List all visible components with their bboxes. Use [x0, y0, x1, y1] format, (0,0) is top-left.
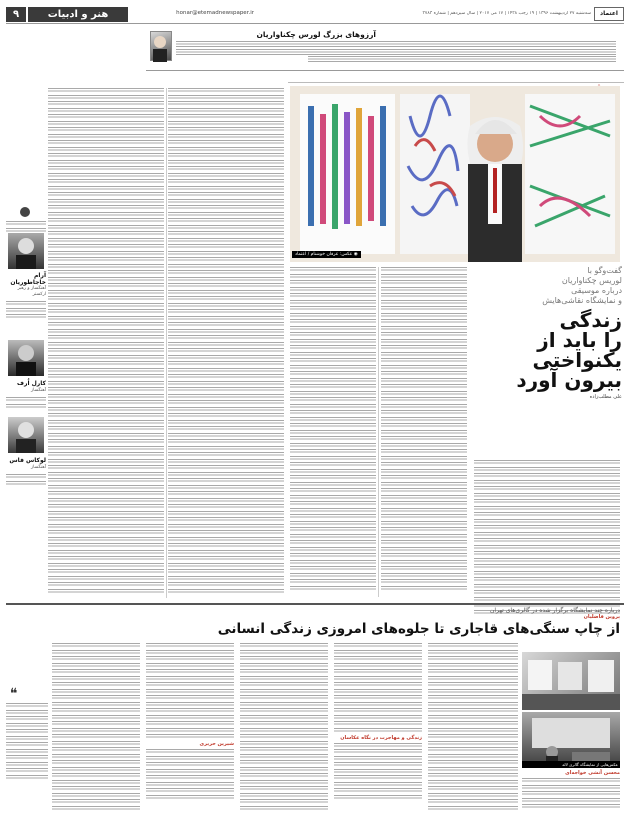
- kicker-rule: [288, 82, 624, 83]
- section-title: هنر و ادبیات: [28, 7, 128, 22]
- top-teaser-photo: [150, 31, 172, 61]
- article1-byline: علی مطلب‌زاده: [589, 394, 622, 400]
- article2-columns: [52, 643, 520, 818]
- sidebar-quote-icon: [20, 207, 30, 217]
- article1-col-a: [48, 88, 164, 595]
- section-email[interactable]: honar@etemadnewspaper.ir: [176, 10, 254, 16]
- page-number-badge: ۹: [6, 7, 26, 22]
- article2-photo-2: [522, 712, 620, 768]
- article1-title: زندگی را باید از یکنواختی بیرون آورد: [516, 308, 622, 392]
- column-divider: [166, 88, 167, 598]
- article2-subhead-1: محسن آتشی خواجه‌ای: [565, 770, 620, 776]
- sidebar-column: [6, 95, 46, 615]
- article2-subhead-3: شیرین حریری: [199, 741, 234, 747]
- camera-icon: ◉: [352, 252, 358, 257]
- photo-caption: ◉ عکس: عرفان خوشنام / اعتماد: [292, 251, 361, 258]
- date-line: سه‌شنبه ۲۷ اردیبهشت ۱۳۹۶ | ۱۹ رجب ۱۴۳۸ | ۱۷ می ۲۰۱۷ | سال سیزدهم | شماره ۳۷۸۳: [422, 11, 591, 16]
- sidebar-desc-1: [6, 301, 46, 321]
- article1-photo: [290, 86, 620, 262]
- article2-byline: پروین فاضلیان: [583, 614, 620, 620]
- page-header: [6, 6, 624, 24]
- sidebar-name-1: آرام خاجاطوریان: [10, 272, 46, 286]
- sidebar-role-1: آهنگساز و رهبر ارکستر: [17, 286, 46, 297]
- article2-kicker: درباره چند نمایشگاه برگزار شده در گالری‌های تهران: [489, 607, 620, 614]
- article1-col-b: [168, 88, 284, 595]
- sidebar-role-3: آهنگساز: [30, 465, 46, 470]
- top-teaser-box: [146, 27, 624, 71]
- article1-right-body: [474, 460, 620, 616]
- article2-pullquote: [6, 703, 48, 781]
- article1-body-columns: [48, 88, 284, 600]
- article2-right-body: [522, 778, 620, 811]
- sidebar-name-3: لوکاس فاس: [9, 457, 46, 464]
- top-teaser-headline: آرزوهای بزرگ لورس چکناواریان: [256, 30, 376, 39]
- article2-subhead-2: زندگی و مهاجرت در نگاه عکاسان: [340, 734, 422, 741]
- sidebar-desc-2: [6, 397, 46, 410]
- article2-photo-1: [522, 652, 620, 710]
- newspaper-logo: اعتماد: [594, 7, 624, 21]
- sidebar-photo-2: [8, 340, 44, 376]
- article1-mid-columns: [290, 267, 468, 600]
- painting-and-portrait-illustration: [290, 86, 620, 262]
- section-divider: [6, 603, 624, 605]
- sidebar-photo-3: [8, 417, 44, 453]
- article1-title-block: [472, 266, 622, 416]
- sidebar-photo-1: [8, 233, 44, 269]
- article2-quote-icon: ❝: [10, 686, 18, 702]
- article2-photo-caption: عکس‌هایی از نمایشگاه گالری لاله: [522, 761, 620, 768]
- sidebar-name-2: کارل اُرف: [17, 380, 46, 387]
- article2-title: از چاپ سنگی‌های قاجاری تا جلوه‌های امروزی زندگی انسانی: [217, 621, 620, 637]
- top-teaser-text: [176, 41, 616, 64]
- article1-deck: گفت‌وگو با لوریس چکناواریان درباره موسیقی و نمایشگاه نقاشی‌هایش: [542, 266, 622, 305]
- sidebar-role-2: آهنگساز: [30, 388, 46, 393]
- sidebar-desc-3: [6, 474, 46, 487]
